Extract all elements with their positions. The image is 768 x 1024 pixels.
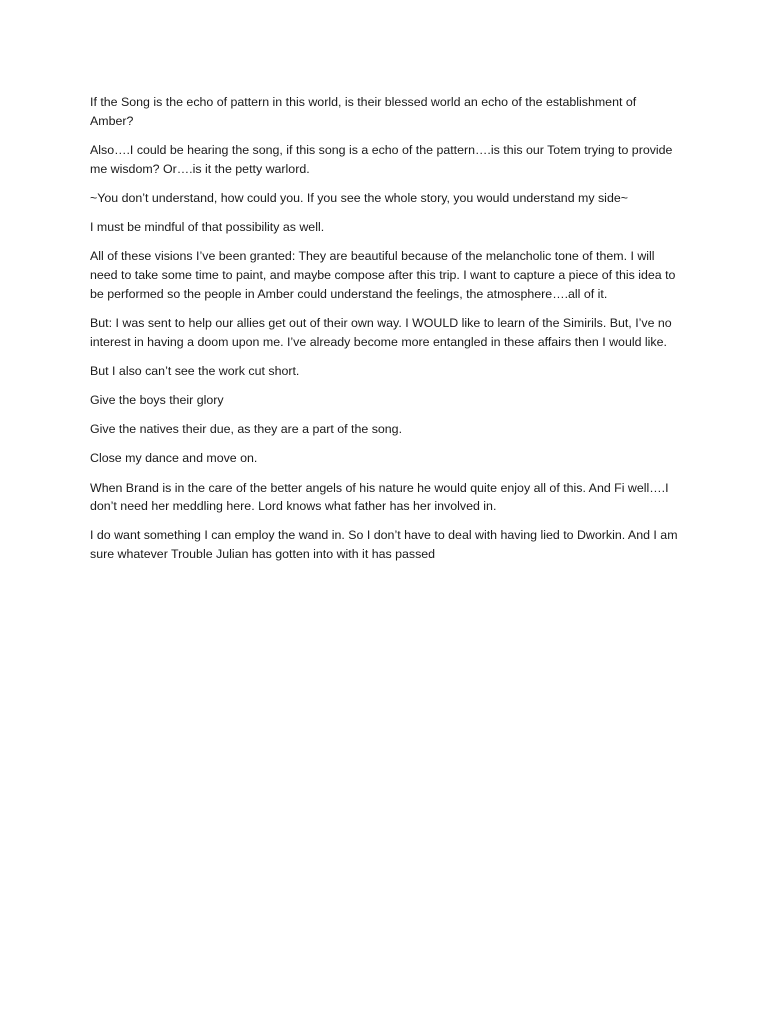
paragraph-song-echo: If the Song is the echo of pattern in this world, is their blessed world an echo of the establishment of Amber? bbox=[90, 95, 637, 128]
paragraph-work-cut-short: But I also can’t see the work cut short. bbox=[90, 363, 300, 378]
paragraph-whisper: ~You don’t understand, how could you. If you see the whole story, you would understand my side~ bbox=[90, 190, 628, 205]
paragraph-natives-due: Give the natives their due, as they are a part of the song. bbox=[90, 422, 403, 437]
document-body bbox=[90, 93, 678, 574]
paragraph-visions: All of these visions I’ve been granted: They are beautiful because of the melancholic tone of them. I will need to take some time to paint, and maybe compose after this trip. I want to capture a piece of this idea to be performed so the people in Amber could understand the feelings, the atmosphere….all of it. bbox=[90, 249, 676, 301]
paragraph-totem-wisdom: Also….I could be hearing the song, if this song is a echo of the pattern….is this our Totem trying to provide me wisdom? Or….is it the petty warlord. bbox=[90, 142, 673, 176]
paragraph-brand-and-fi: When Brand is in the care of the better angels of his nature he would quite enjoy all of this. And Fi well….I don’t need her meddling here. Lord knows what father has her involved in. bbox=[90, 480, 669, 514]
paragraph-mindful: I must be mindful of that possibility as well. bbox=[90, 220, 325, 235]
paragraph-allies: But: I was sent to help our allies get out of their own way. I WOULD like to learn of the Simirils. But, I’ve no interest in having a doom upon me. I’ve already become more entangled in these affairs then I would like. bbox=[90, 315, 672, 349]
paragraph-boys-glory: Give the boys their glory bbox=[90, 392, 224, 407]
paragraph-wand-dworkin: I do want something I can employ the wand in. So I don’t have to deal with having lied to Dworkin. And I am sure whatever Trouble Julian has gotten into with it has passed bbox=[90, 528, 678, 562]
paragraph-close-dance: Close my dance and move on. bbox=[90, 451, 258, 466]
